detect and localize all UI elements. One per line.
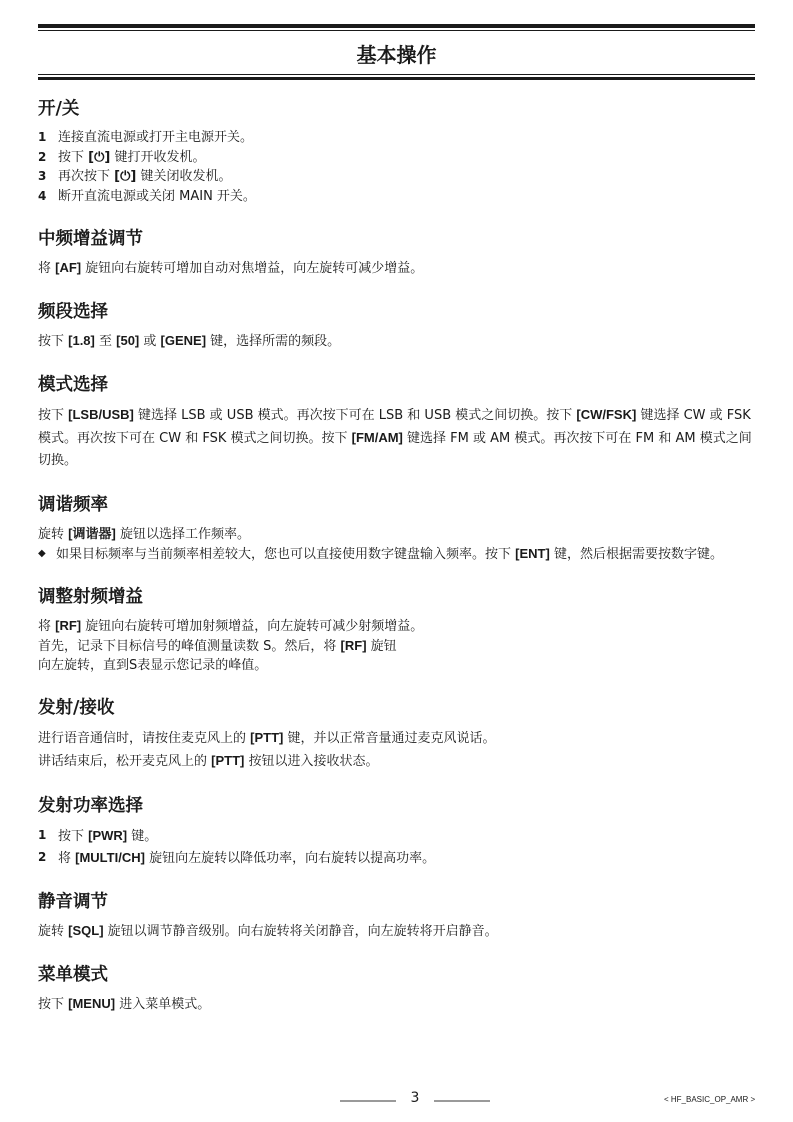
section-rf-gain <box>38 584 755 675</box>
header-rule-thick <box>38 24 755 28</box>
paragraph <box>38 524 755 545</box>
paragraph <box>38 258 755 279</box>
text-run: 向左旋转，直到S表显示您记录的峰值。 <box>38 658 268 673</box>
text-run: 键，然后根据需要按数字键。 <box>549 547 723 562</box>
list-item <box>38 545 755 564</box>
power-key: [⏻] <box>88 149 111 165</box>
step-number: 1 <box>38 828 47 842</box>
text-run: 旋钮向右旋转可增加射频增益，向左旋转可减少射频增益。 <box>81 619 424 634</box>
step-text <box>58 847 435 869</box>
pwr-key: [PWR] <box>88 828 128 843</box>
content <box>38 96 755 1015</box>
text-run: 键，选择所需的频段。 <box>206 334 341 349</box>
step-text: 断开直流电源或关闭 MAIN 开关。 <box>58 188 256 204</box>
text-run: 键。 <box>127 829 158 844</box>
step-text <box>58 825 157 847</box>
bullet-text <box>56 545 723 564</box>
diamond-bullet-icon: ◆ <box>38 548 46 559</box>
section-heading: 菜单模式 <box>38 965 108 985</box>
af-key: [AF] <box>55 260 82 275</box>
section-heading: 发射功率选择 <box>38 796 143 816</box>
text-run: 旋钮 <box>366 639 397 654</box>
rf-key: [RF] <box>340 638 367 653</box>
text-run: 旋钮以选择工作频率。 <box>115 527 250 542</box>
footer-line-left <box>340 1100 396 1102</box>
key-gene: [GENE] <box>160 333 207 348</box>
paragraph <box>38 994 755 1015</box>
text-run: 进行语音通信时，请按住麦克风上的 <box>38 731 251 746</box>
key-cw-fsk: [CW/FSK] <box>576 407 637 422</box>
section-heading: 中频增益调节 <box>38 229 143 249</box>
section-tx-power <box>38 793 755 869</box>
list-item <box>38 148 755 168</box>
paragraph <box>38 404 755 472</box>
text-run: 按钮以进入接收状态。 <box>244 754 379 769</box>
section-heading: 发射/接收 <box>38 698 115 718</box>
section-heading: 调谐频率 <box>38 495 108 515</box>
text-run: 键选择 LSB 或 USB 模式。再次按下可在 LSB 和 USB 模式之间切换。按下 <box>133 408 577 423</box>
section-power <box>38 96 755 206</box>
tx-power-steps <box>38 825 755 869</box>
text-run: 键打开收发机。 <box>110 149 206 165</box>
text-run: 按下 <box>38 408 69 423</box>
text-run: 首先，记录下目标信号的峰值测量读数 S。然后，将 <box>38 639 341 654</box>
section-heading: 模式选择 <box>38 375 108 395</box>
step-number: 2 <box>38 850 47 864</box>
paragraph <box>38 727 755 773</box>
key-50: [50] <box>116 333 140 348</box>
step-text <box>58 167 231 187</box>
text-run: 按下 <box>58 829 89 844</box>
step-number: 1 <box>38 130 47 144</box>
text-run: 按下 <box>38 997 69 1012</box>
multi-ch-key: [MULTI/CH] <box>75 850 145 865</box>
section-mode <box>38 372 755 472</box>
list-item <box>38 128 755 148</box>
text-run: 旋钮以调节静音级别。向右旋转将关闭静音，向左旋转将开启静音。 <box>103 924 498 939</box>
section-heading: 静音调节 <box>38 892 108 912</box>
text-run: 旋转 <box>38 924 69 939</box>
text-run: 再次按下 <box>58 169 115 184</box>
text-run: 键，并以正常音量通过麦克风说话。 <box>283 731 496 746</box>
section-heading: 开/关 <box>38 99 80 119</box>
rf-key: [RF] <box>55 618 82 633</box>
text-run: 将 <box>38 261 56 276</box>
text-run: 如果目标频率与当前频率相差较大，您也可以直接使用数字键盘输入频率。按下 <box>56 547 516 562</box>
tuner-key: [调谐器] <box>68 526 116 541</box>
section-tx-rx <box>38 695 755 773</box>
text-run: 或 <box>139 334 161 349</box>
step-number: 4 <box>38 188 47 203</box>
key-1-8: [1.8] <box>68 333 95 348</box>
step-text <box>58 148 205 168</box>
sql-key: [SQL] <box>68 923 104 938</box>
power-steps <box>38 128 755 206</box>
list-item <box>38 187 755 207</box>
page-title: 基本操作 <box>356 43 437 67</box>
text-run: 至 <box>94 334 117 349</box>
menu-key: [MENU] <box>68 996 116 1011</box>
text-run: 旋钮向左旋转以降低功率，向右旋转以提高功率。 <box>144 851 436 866</box>
key-fm-am: [FM/AM] <box>351 430 403 445</box>
section-menu <box>38 962 755 1015</box>
section-tuning <box>38 492 755 564</box>
section-heading: 频段选择 <box>38 302 108 322</box>
ent-key: [ENT] <box>515 546 550 561</box>
text-run: 将 <box>58 851 76 866</box>
list-item <box>38 825 755 847</box>
footer-line-right <box>434 1100 490 1102</box>
header-rule-thick-bottom <box>38 77 755 80</box>
step-number: 3 <box>38 169 47 183</box>
paragraph <box>38 331 755 352</box>
section-squelch <box>38 889 755 942</box>
paragraph <box>38 921 755 942</box>
paragraph <box>38 616 755 675</box>
power-key: [⏻] <box>114 169 137 184</box>
document-reference: < HF_BASIC_OP_AMR > <box>664 1095 756 1104</box>
text-run: 讲话结束后，松开麦克风上的 <box>38 754 212 769</box>
header-rule-thin-bottom <box>38 74 755 75</box>
ptt-key: [PTT] <box>250 730 284 745</box>
key-lsb-usb: [LSB/USB] <box>68 407 134 422</box>
step-text: 连接直流电源或打开主电源开关。 <box>58 130 254 145</box>
page-number: 3 <box>410 1090 420 1106</box>
section-if-gain <box>38 226 755 279</box>
text-run: 将 <box>38 619 56 634</box>
text-run: 键选择 FM 或 AM 模式。再次按下可在 FM 和 AM 模式之间切换。 <box>38 431 752 468</box>
text-run: 键选择 CW 或 FSK 模式。再次按下可在 CW 和 FSK 模式之间切换。按下 <box>38 408 751 446</box>
section-heading: 调整射频增益 <box>38 587 143 607</box>
list-item <box>38 167 755 187</box>
header-rule-thin <box>38 30 755 31</box>
step-number: 2 <box>38 149 47 164</box>
text-run: 旋转 <box>38 527 69 542</box>
section-band <box>38 299 755 352</box>
text-run: 按下 <box>58 149 89 165</box>
text-run: 旋钮向右旋转可增加自动对焦增益，向左旋转可减少增益。 <box>81 261 424 276</box>
ptt-key: [PTT] <box>211 753 245 768</box>
text-run: 进入菜单模式。 <box>115 997 211 1012</box>
text-run: 键关闭收发机。 <box>136 169 232 184</box>
text-run: 按下 <box>38 334 69 349</box>
list-item <box>38 847 755 869</box>
